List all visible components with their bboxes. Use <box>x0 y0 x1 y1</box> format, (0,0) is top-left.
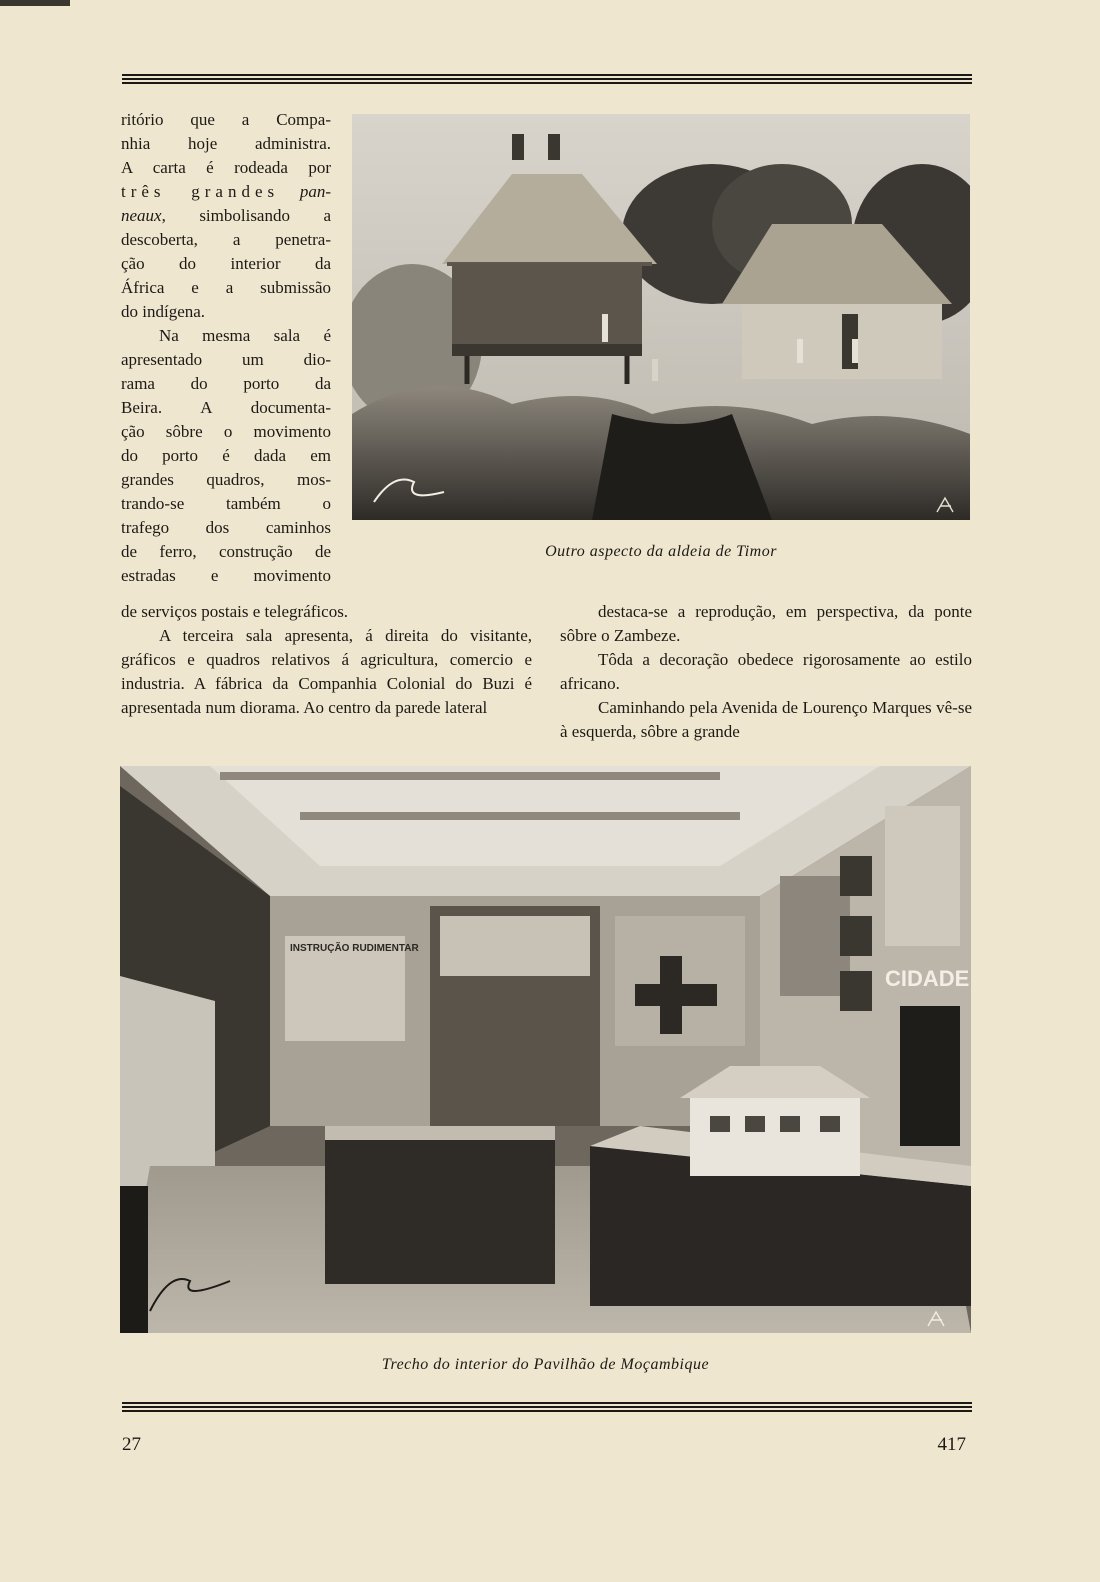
photo-timor-illustration <box>352 114 970 520</box>
text-line <box>121 204 331 228</box>
spaced-text: três grandes <box>121 182 280 201</box>
text-line: ritório que a Compa- <box>121 110 331 129</box>
text-line: do indígena. <box>121 302 206 321</box>
text-line: Na mesma sala é <box>159 326 331 345</box>
photo-caption-bottom: Trecho do interior do Pavilhão de Moçambique <box>381 1356 710 1373</box>
text-fragment: , simbolisando a <box>161 206 331 225</box>
top-rule <box>122 74 972 87</box>
photo-timor-village <box>352 114 970 520</box>
text-line: África e a submissão <box>121 278 331 297</box>
photo-pavilion-interior <box>120 766 971 1333</box>
wall-lettering: CIDADE <box>885 966 970 991</box>
text-line: estradas e movimento <box>121 566 331 585</box>
paragraph: Tôda a decoração obedece rigorosamente ao estilo africano. <box>560 650 972 693</box>
right-column <box>560 600 972 744</box>
bottom-rule <box>122 1402 972 1415</box>
photo-pavilion-illustration <box>120 766 971 1333</box>
page-number-left: 27 <box>122 1434 141 1455</box>
text-line: Beira. A documenta- <box>121 398 331 417</box>
text-line <box>121 180 331 204</box>
text-line: descoberta, a penetra- <box>121 230 331 249</box>
text-line: trando-se também o <box>121 494 331 513</box>
photo-caption-top: Outro aspecto da aldeia de Timor <box>545 543 777 560</box>
text-line: nhia hoje administra. <box>121 134 331 153</box>
text-line: rama do porto da <box>121 374 331 393</box>
text-line: grandes quadros, mos- <box>121 470 331 489</box>
left-column-wide <box>121 600 532 720</box>
italic-word: pan- <box>299 182 331 201</box>
left-column-narrow <box>121 108 331 588</box>
text-line: A carta é rodeada por <box>121 158 331 177</box>
scan-edge <box>0 0 70 6</box>
text-line: de ferro, construção de <box>121 542 331 561</box>
paragraph: A terceira sala apresenta, á direita do visitante, gráficos e quadros relativos á agricultura, comercio e industria. A fábrica da Companhia Colonial do Buzi é apresentada num diorama. Ao centro da parede lateral <box>121 626 532 717</box>
wall-sign: INSTRUÇÃO RUDIMENTAR <box>290 943 419 954</box>
italic-word: neaux <box>121 206 162 225</box>
text-line: trafego dos caminhos <box>121 518 331 537</box>
page-number-right: 417 <box>937 1434 966 1455</box>
paragraph: Caminhando pela Avenida de Lourenço Marques vê-se à esquerda, sôbre a grande <box>560 698 972 741</box>
text-line: ção sôbre o movimento <box>121 422 331 441</box>
text-line: do porto é dada em <box>121 446 331 465</box>
paragraph: destaca-se a reprodução, em perspectiva, da ponte sôbre o Zambeze. <box>560 602 972 645</box>
text-line: ção do interior da <box>121 254 331 273</box>
text-line: de serviços postais e telegráficos. <box>121 602 349 621</box>
text-line: apresentado um dio- <box>121 350 331 369</box>
